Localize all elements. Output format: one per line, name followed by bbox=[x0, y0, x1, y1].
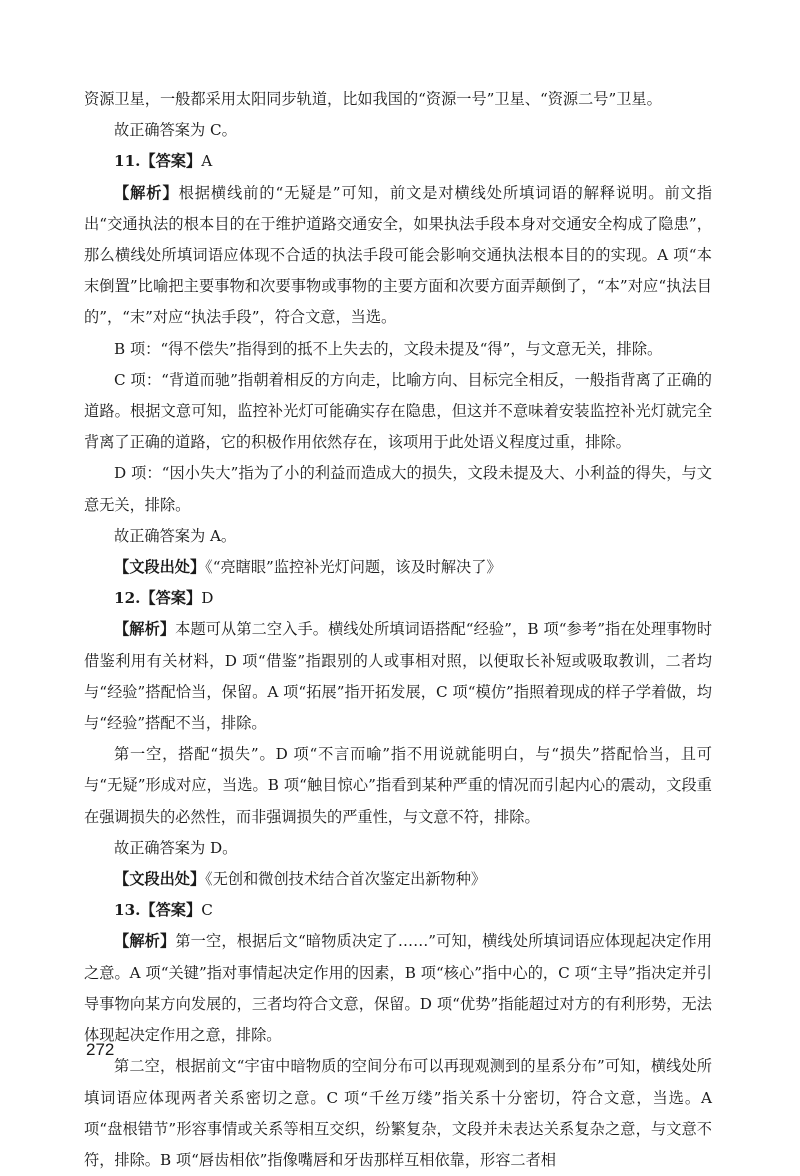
question-answer bbox=[84, 146, 712, 177]
paragraph bbox=[84, 334, 712, 365]
paragraph-text: 第二空，根据前文“宇宙中暗物质的空间分布可以再现观测到的星系分布”可知，横线处所填词语应体现两者关系密切之意。C 项“千丝万缕”指关系十分密切，符合文意，当选。A 项“盘根错节”形容事情或关系等相互交织，纷繁复杂，文段并未表达关系复杂之意，与文意不符，排除。B 项“唇齿相依”指像嘴唇和牙齿那样互相依靠，形容二者相 bbox=[84, 1057, 712, 1169]
analysis-paragraph bbox=[84, 614, 712, 739]
paragraph bbox=[84, 739, 712, 833]
paragraph bbox=[84, 365, 712, 459]
paragraph-text: 第一空，搭配“损失”。D 项“不言而喻”指不用说就能明白，与“损失”搭配恰当，且可与“无疑”形成对应，当选。B 项“触目惊心”指看到某种严重的情况而引起内心的震动，文段重在强调损失的必然性，而非强调损失的严重性，与文意不符，排除。 bbox=[84, 745, 712, 826]
page-number: 272 bbox=[86, 1040, 115, 1059]
paragraph-text: B 项：“得不偿失”指得到的抵不上失去的，文段未提及“得”，与文意无关，排除。 bbox=[114, 339, 663, 358]
paragraph-text: 本题可从第二空入手。横线处所填词语搭配“经验”，B 项“参考”指在处理事物时借鉴利用有关材料，D 项“借鉴”指跟别的人或事相对照，以便取长补短或吸取教训，二者均与“经验”搭配恰当，保留。A 项“拓展”指开拓发展，C 项“模仿”指照着现成的样子学着做，均与“经验”搭配不当，排除。 bbox=[84, 620, 713, 733]
source-title: 《“亮瞎眼”监控补光灯问题，该及时解决了》 bbox=[205, 558, 502, 577]
analysis-label: 【解析】 bbox=[114, 932, 176, 951]
paragraph-text: 根据横线前的“无疑是”可知，前文是对横线处所填词语的解释说明。前文指出“交通执法的根本目的在于维护道路交通安全，如果执法手段本身对交通安全构成了隐患”，那么横线处所填词语应体现不合适的执法手段可能会影响交通执法根本目的的实现。A 项“本末倒置”比喻把主要事物和次要事物或事物的主要方面和次要方面弄颠倒了，“本”对应“执法目的”，“末”对应“执法手段”，符合文意，当选。 bbox=[84, 183, 713, 327]
answer-label: 12.【答案】 bbox=[114, 589, 202, 608]
paragraph bbox=[84, 84, 712, 115]
paragraph bbox=[84, 1051, 712, 1176]
source-title: 《无创和微创技术结合首次鉴定出新物种》 bbox=[205, 870, 487, 889]
paragraph-text: 资源卫星，一般都采用太阳同步轨道，比如我国的“资源一号”卫星、“资源二号”卫星。 bbox=[84, 90, 662, 108]
analysis-paragraph bbox=[84, 926, 712, 1051]
paragraph-text: 故正确答案为 D。 bbox=[114, 838, 238, 857]
answer-label: 11.【答案】 bbox=[114, 152, 202, 171]
analysis-paragraph bbox=[84, 178, 712, 334]
paragraph-text: D 项：“因小失大”指为了小的利益而造成大的损失，文段未提及大、小利益的得失，与文意无关，排除。 bbox=[84, 464, 712, 514]
answer-value: A bbox=[201, 152, 213, 171]
source-paragraph bbox=[84, 552, 712, 583]
analysis-label: 【解析】 bbox=[114, 183, 179, 202]
paragraph bbox=[84, 521, 712, 552]
paragraph-text: 故正确答案为 C。 bbox=[114, 121, 237, 140]
source-paragraph bbox=[84, 864, 712, 895]
paragraph bbox=[84, 458, 712, 520]
page-content bbox=[84, 84, 712, 1176]
source-label: 【文段出处】 bbox=[114, 870, 206, 889]
paragraph bbox=[84, 833, 712, 864]
paragraph-text: C 项：“背道而驰”指朝着相反的方向走，比喻方向、目标完全相反，一般指背离了正确的道路。根据文意可知，监控补光灯可能确实存在隐患，但这并不意味着安装监控补光灯就完全背离了正确的道路，它的积极作用依然存在，该项用于此处语义程度过重，排除。 bbox=[84, 370, 712, 452]
question-answer bbox=[84, 895, 712, 926]
answer-value: C bbox=[201, 901, 213, 920]
answer-label: 13.【答案】 bbox=[114, 901, 202, 920]
paragraph bbox=[84, 115, 712, 146]
paragraph-text: 第一空，根据后文“暗物质决定了……”可知，横线处所填词语应体现起决定作用之意。A 项“关键”指对事情起决定作用的因素，B 项“核心”指中心的，C 项“主导”指决定并引导事物向某方向发展的，三者均符合文意，保留。D 项“优势”指能超过对方的有利形势，无法体现起决定作用之意，排除。 bbox=[84, 932, 712, 1045]
source-label: 【文段出处】 bbox=[114, 558, 206, 577]
paragraph-text: 故正确答案为 A。 bbox=[114, 526, 237, 545]
analysis-label: 【解析】 bbox=[114, 620, 176, 639]
question-answer bbox=[84, 583, 712, 614]
answer-value: D bbox=[201, 589, 214, 608]
